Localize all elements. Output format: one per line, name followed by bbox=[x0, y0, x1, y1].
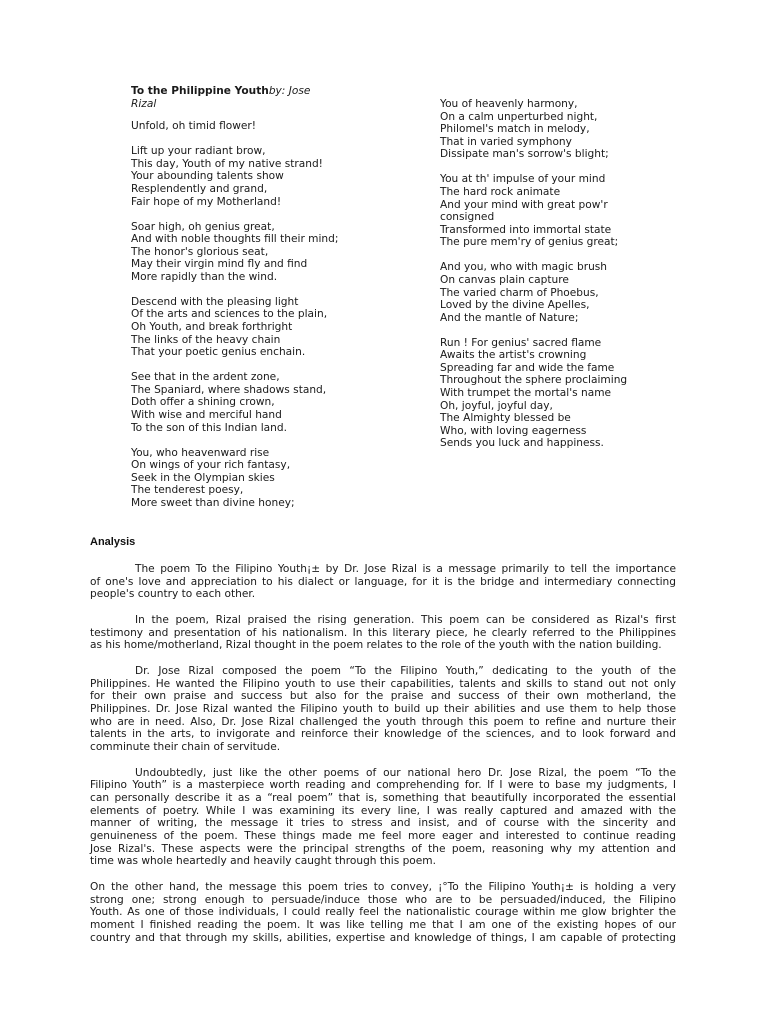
analysis-body bbox=[90, 563, 676, 957]
poem-line: That your poetic genius enchain. bbox=[131, 346, 306, 359]
analysis-line: genuineness of the poem. These things made me feel more eager and interested to continue reading bbox=[90, 830, 676, 843]
poem-line: Who, with loving eagerness bbox=[440, 424, 587, 437]
poem-line: Soar high, oh genius great, bbox=[131, 220, 275, 233]
poem-left-stanzas bbox=[131, 120, 361, 509]
poem-line: And you, who with magic brush bbox=[440, 261, 608, 274]
poem-line: The hard rock animate bbox=[440, 185, 561, 198]
analysis-line: On the other hand, the message this poem tries to convey, ¡°To the Filipino Youth¡± is holding a very bbox=[90, 880, 676, 893]
analysis-line: Undoubtedly, just like the other poems of our national hero Dr. Jose Rizal, the poem “To the bbox=[135, 766, 676, 779]
analysis-line: Dr. Jose Rizal composed the poem “To the Filipino Youth,” dedicating to the youth of the bbox=[135, 664, 676, 677]
analysis-line: manner of writing, the message it tries to stress and insist, and of course with the sincerity and bbox=[90, 817, 676, 830]
poem-stanza bbox=[440, 173, 690, 249]
poem-line: Throughout the sphere proclaiming bbox=[440, 374, 628, 387]
poem-line: On canvas plain capture bbox=[440, 273, 569, 286]
analysis-line: strong one; strong enough to persuade/induce those who are to be persuaded/induced, the Filipino bbox=[90, 893, 676, 906]
analysis-line: of one's love and appreciation to his dialect or language, for it is the bridge and intermediary connecting bbox=[90, 575, 676, 588]
poem-line: Your abounding talents show bbox=[131, 170, 284, 183]
analysis-line: moment I finished reading the poem. It was like telling me that I am one of the existing hopes of our bbox=[90, 919, 676, 932]
poem-line: On wings of your rich fantasy, bbox=[131, 459, 291, 472]
analysis-line: Jose Rizal's. These aspects were the principal strengths of the poem, reasoning why my attention and bbox=[90, 842, 676, 855]
poem-line: You, who heavenward rise bbox=[131, 446, 270, 459]
poem-stanza bbox=[440, 337, 690, 450]
poem-line: See that in the ardent zone, bbox=[131, 371, 280, 384]
poem-line: Lift up your radiant brow, bbox=[131, 145, 266, 158]
poem-line: Seek in the Olympian skies bbox=[131, 471, 275, 484]
poem-line: The varied charm of Phoebus, bbox=[440, 286, 599, 299]
analysis-line: for their own praise and success but also for the praise and success of their own motherland, the bbox=[90, 690, 676, 703]
poem-author: Rizal bbox=[131, 97, 157, 110]
analysis-paragraph bbox=[90, 614, 676, 652]
poem-stanza bbox=[131, 447, 361, 510]
poem-line: May their virgin mind fly and find bbox=[131, 258, 308, 271]
analysis-paragraph bbox=[90, 881, 676, 945]
poem-line: The honor's glorious seat, bbox=[131, 245, 269, 258]
poem-line: Resplendently and grand, bbox=[131, 182, 268, 195]
poem-line: And with noble thoughts fill their mind; bbox=[131, 233, 339, 246]
analysis-line: Philippines. Dr. Jose Rizal wanted the Filipino youth to build up their abilities and use them to help those bbox=[90, 702, 676, 715]
analysis-paragraph bbox=[90, 563, 676, 601]
poem-line: Descend with the pleasing light bbox=[131, 295, 299, 308]
poem-line: Of the arts and sciences to the plain, bbox=[131, 308, 328, 321]
poem-line: More sweet than divine honey; bbox=[131, 496, 295, 509]
poem-line: With wise and merciful hand bbox=[131, 409, 282, 422]
poem-line: This day, Youth of my native strand! bbox=[131, 157, 323, 170]
poem-line: Dissipate man's sorrow's blight; bbox=[440, 148, 609, 161]
poem-line: Fair hope of my Motherland! bbox=[131, 195, 282, 208]
poem-line: Awaits the artist's crowning bbox=[440, 349, 587, 362]
analysis-line: comminute their chain of servitude. bbox=[90, 741, 281, 754]
poem-line: More rapidly than the wind. bbox=[131, 270, 278, 283]
poem-line: And your mind with great pow'r bbox=[440, 198, 608, 211]
poem-stanza bbox=[131, 371, 361, 434]
analysis-heading: Analysis bbox=[90, 536, 136, 548]
poem-line: The Almighty blessed be bbox=[440, 412, 571, 425]
poem-line: To the son of this Indian land. bbox=[131, 421, 287, 434]
poem-right-column bbox=[440, 98, 690, 462]
poem-line: You at th' impulse of your mind bbox=[440, 173, 606, 186]
analysis-line: Philippines. He wanted the Filipino youth to use their capabilities, talents and skills to stand out not only bbox=[90, 677, 676, 690]
poem-line: Oh Youth, and break forthright bbox=[131, 321, 293, 334]
analysis-line: Filipino Youth” is a masterpiece worth reading and comprehending for. If I were to base my judgments, I bbox=[90, 779, 676, 792]
poem-line: Run ! For genius' sacred flame bbox=[440, 336, 602, 349]
analysis-line: testimony and presentation of his nationalism. In this literary piece, he clearly referred to the Philippines bbox=[90, 626, 676, 639]
analysis-line: In the poem, Rizal praised the rising generation. This poem can be considered as Rizal's first bbox=[135, 613, 676, 626]
analysis-line: talents in the arts, to invigorate and reinforce their knowledge of the sciences, and to look forward and bbox=[90, 728, 676, 741]
poem-line: With trumpet the mortal's name bbox=[440, 387, 612, 400]
poem-line: consigned bbox=[440, 211, 495, 224]
poem-line: Philomel's match in melody, bbox=[440, 123, 590, 136]
poem-line: Sends you luck and happiness. bbox=[440, 437, 604, 450]
poem-stanza bbox=[131, 120, 361, 133]
poem-line: Transformed into immortal state bbox=[440, 223, 612, 236]
poem-right-stanzas bbox=[440, 98, 690, 450]
poem-title: To the Philippine Youth bbox=[131, 85, 269, 97]
poem-line: Doth offer a shining crown, bbox=[131, 396, 275, 409]
poem-line: Oh, joyful, joyful day, bbox=[440, 399, 553, 412]
poem-line: The links of the heavy chain bbox=[131, 333, 281, 346]
analysis-line: Youth. As one of those individuals, I could really feel the nationalistic courage within me glow brighter the bbox=[90, 906, 676, 919]
poem-line: Spreading far and wide the fame bbox=[440, 361, 615, 374]
poem-left-column bbox=[131, 85, 361, 522]
poem-stanza bbox=[131, 296, 361, 359]
poem-title-block bbox=[131, 85, 361, 110]
poem-line: Loved by the divine Apelles, bbox=[440, 299, 590, 312]
analysis-line: people's country to each other. bbox=[90, 588, 256, 601]
poem-line: You of heavenly harmony, bbox=[440, 98, 578, 110]
poem-line: The pure mem'ry of genius great; bbox=[440, 236, 619, 249]
poem-line: Unfold, oh timid flower! bbox=[131, 120, 257, 133]
analysis-line: elements of poetry. While I was examining its every line, I was really captured and amazed with the bbox=[90, 804, 676, 817]
analysis-line: who are in need. Also, Dr. Jose Rizal challenged the youth through this poem to refine and nurture their bbox=[90, 715, 676, 728]
poem-line: On a calm unperturbed night, bbox=[440, 110, 598, 123]
analysis-line: time was whole heartedly and heavily caught through this poem. bbox=[90, 855, 436, 868]
poem-stanza bbox=[440, 261, 690, 324]
poem-line: The tenderest poesy, bbox=[131, 484, 244, 497]
analysis-line: country and that through my skills, abilities, expertise and knowledge of things, I am capable of protecting bbox=[90, 931, 676, 944]
poem-byline: by: Jose bbox=[268, 85, 311, 97]
poem-line: And the mantle of Nature; bbox=[440, 311, 579, 324]
poem-line: The Spaniard, where shadows stand, bbox=[131, 383, 327, 396]
poem-stanza bbox=[131, 145, 361, 208]
poem-line: That in varied symphony bbox=[440, 135, 572, 148]
poem-stanza bbox=[131, 221, 361, 284]
poem-stanza bbox=[440, 98, 690, 161]
analysis-paragraph bbox=[90, 767, 676, 869]
analysis-paragraph bbox=[90, 665, 676, 754]
analysis-line: as his home/motherland, Rizal thought in the poem relates to the role of the youth with the nation building. bbox=[90, 639, 662, 652]
analysis-line: The poem To the Filipino Youth¡± by Dr. Jose Rizal is a message primarily to tell the importance bbox=[135, 563, 676, 575]
analysis-line: can personally describe it as a “real poem” that is, something that beautifully incorporated the essential bbox=[90, 791, 676, 804]
